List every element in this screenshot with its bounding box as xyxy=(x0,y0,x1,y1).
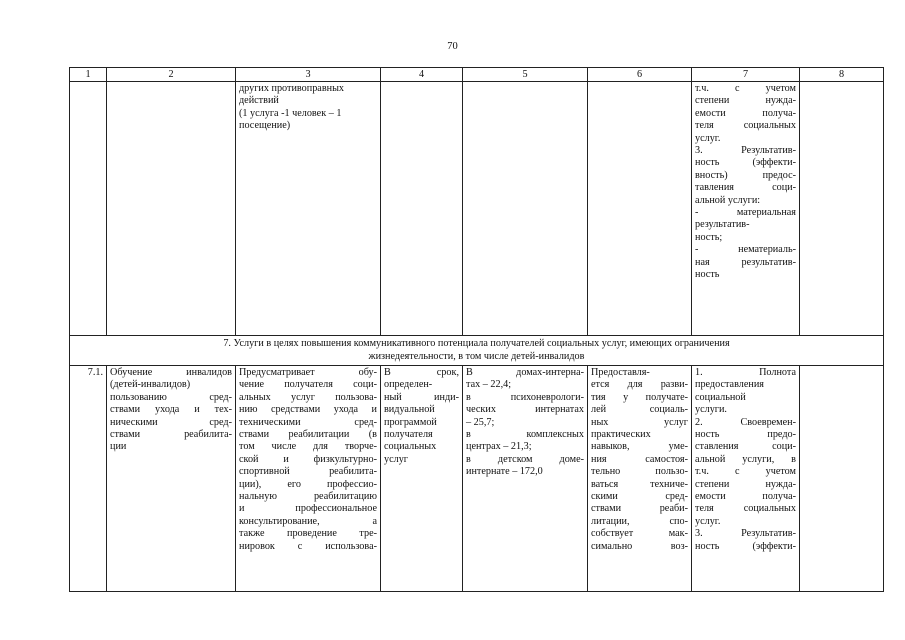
text-line: 1. Полнота xyxy=(695,367,796,378)
text-line: альных услуг пользова- xyxy=(239,391,377,403)
cont-cell-3-text: других противоправных действий (1 услуга -1 человек – 1 посещение) xyxy=(239,83,345,132)
text-line: консультирование, а xyxy=(239,515,377,527)
text-line: ническими сред- xyxy=(110,416,232,428)
text-line: 2. Своевремен- xyxy=(695,416,796,428)
text-line: альной услуги: xyxy=(695,194,761,206)
col-header-4: 4 xyxy=(381,68,463,82)
service-name-cell xyxy=(107,366,236,592)
text-line: ческих интернатах xyxy=(466,404,584,416)
text-line: ность (эффекти- xyxy=(695,157,796,169)
text-line: емости получа- xyxy=(695,107,796,119)
col-header-7: 7 xyxy=(692,68,800,82)
text-line: симально воз- xyxy=(591,540,688,552)
row-number: 7.1. xyxy=(70,366,107,592)
text-line: программой xyxy=(384,416,437,428)
text-line: услуги. xyxy=(695,404,727,416)
text-line: социальной xyxy=(695,391,746,403)
text-line: ность предо- xyxy=(695,429,796,441)
cont-cell-2 xyxy=(107,82,236,336)
text-line: тавления соци- xyxy=(695,182,796,194)
text-line: том числе для творче- xyxy=(239,441,377,453)
text-line: теля социальных xyxy=(695,120,796,132)
quality-indicators-cell xyxy=(692,366,800,592)
col-header-3: 3 xyxy=(236,68,381,82)
text-line: В домах-интерна- xyxy=(466,367,584,378)
column-number-row xyxy=(70,68,884,82)
text-line: ность xyxy=(695,269,720,281)
text-line: 3. Результатив- xyxy=(695,528,796,540)
text-line: ность; xyxy=(695,231,723,243)
continuation-row xyxy=(70,82,884,336)
text-line: нировок с использова- xyxy=(239,540,377,552)
text-line: ставления соци- xyxy=(695,441,796,453)
text-line: собствует мак- xyxy=(591,528,688,540)
cont-cell-8 xyxy=(800,82,884,336)
text-line: тах – 22,4; xyxy=(466,379,512,391)
section-heading-row xyxy=(70,336,884,366)
text-line: ется для разви- xyxy=(591,379,688,391)
text-line: вность) предос- xyxy=(695,169,796,181)
text-line: Предоставля- xyxy=(591,367,650,378)
cont-cell-1 xyxy=(70,82,107,336)
text-line: получателя xyxy=(384,429,433,441)
cont-cell-4 xyxy=(381,82,463,336)
col-header-1: 1 xyxy=(70,68,107,82)
text-line: ствами ухода и тех- xyxy=(110,404,232,416)
text-line: ная результатив- xyxy=(695,256,796,268)
text-line: Предусматривает обу- xyxy=(239,367,377,378)
services-table xyxy=(69,67,884,592)
text-line: ствами реабилитации (в xyxy=(239,429,377,441)
cont-cell-5 xyxy=(463,82,588,336)
text-line: техническими сред- xyxy=(239,416,377,428)
text-line: социальных xyxy=(384,441,437,453)
text-line: ния самостоя- xyxy=(591,453,688,465)
section-heading xyxy=(70,336,884,366)
text-line: ции xyxy=(110,441,127,453)
text-line: видуальной xyxy=(384,404,435,416)
text-line: Обучение инвалидов xyxy=(110,367,232,378)
col-header-8: 8 xyxy=(800,68,884,82)
text-line: результатив- xyxy=(695,219,750,231)
text-line: услуг. xyxy=(695,515,721,527)
text-line: услуг. xyxy=(695,132,721,144)
table-row xyxy=(70,366,884,592)
text-line: практических xyxy=(591,429,651,441)
text-line: пользованию сред- xyxy=(110,391,232,403)
text-line: - нематериаль- xyxy=(695,244,796,256)
text-line: ции), его профессио- xyxy=(239,478,377,490)
col-header-5: 5 xyxy=(463,68,588,82)
text-line: ных услуг xyxy=(591,416,688,428)
text-line: нальную реабилитацию xyxy=(239,491,377,503)
cont-cell-6 xyxy=(588,82,692,336)
text-line: в детском доме- xyxy=(466,453,584,465)
text-line: альной услуги, в xyxy=(695,453,796,465)
notes-cell xyxy=(800,366,884,592)
text-line: ваться техниче- xyxy=(591,478,688,490)
page-number: 70 xyxy=(447,41,458,52)
col-header-2: 2 xyxy=(107,68,236,82)
text-line: центрах – 21,3; xyxy=(466,441,532,453)
text-line: - материальная xyxy=(695,207,796,219)
service-term-cell xyxy=(381,366,463,592)
text-line: навыков, уме- xyxy=(591,441,688,453)
text-line: ность (эффекти- xyxy=(695,540,796,552)
text-line: тия у получате- xyxy=(591,391,688,403)
text-line: и профессиональное xyxy=(239,503,377,515)
text-line: степени нужда- xyxy=(695,95,796,107)
text-line: лей социаль- xyxy=(591,404,688,416)
text-line: т.ч. с учетом xyxy=(695,83,796,94)
text-line: в психоневрологи- xyxy=(466,391,584,403)
section-heading-line-2: жизнедеятельности, в том числе детей-инвалидов xyxy=(368,351,585,362)
text-line: емости получа- xyxy=(695,491,796,503)
text-line: ской и физкультурно- xyxy=(239,453,377,465)
text-line: т.ч. с учетом xyxy=(695,466,796,478)
text-line: ствами реабилита- xyxy=(110,429,232,441)
text-line: услуг xyxy=(384,453,408,465)
cont-cell-7 xyxy=(692,82,800,336)
col-header-6: 6 xyxy=(588,68,692,82)
text-line: определен- xyxy=(384,379,433,391)
text-line: – 25,7; xyxy=(466,416,495,428)
text-line: В срок, xyxy=(384,367,459,378)
text-line: предоставления xyxy=(695,379,764,391)
text-line: ный инди- xyxy=(384,391,459,403)
text-line: 3. Результатив- xyxy=(695,145,796,157)
text-line: ствами реаби- xyxy=(591,503,688,515)
service-description-cell xyxy=(236,366,381,592)
section-heading-line-1: 7. Услуги в целях повышения коммуникативного потенциала получателей социальных услуг, имеющих ограничения xyxy=(223,338,730,349)
text-line: (детей-инвалидов) xyxy=(110,379,191,391)
text-line: теля социальных xyxy=(695,503,796,515)
cont-cell-3 xyxy=(236,82,381,336)
text-line: спортивной реабилита- xyxy=(239,466,377,478)
text-line: в комплексных xyxy=(466,429,584,441)
text-line: тельно пользо- xyxy=(591,466,688,478)
text-line: нию средствами ухода и xyxy=(239,404,377,416)
text-line: также проведение тре- xyxy=(239,528,377,540)
text-line: литации, спо- xyxy=(591,515,688,527)
tariff-cell xyxy=(463,366,588,592)
text-line: степени нужда- xyxy=(695,478,796,490)
text-line: скими сред- xyxy=(591,491,688,503)
text-line: интернате – 172,0 xyxy=(466,466,543,478)
text-line: чение получателя соци- xyxy=(239,379,377,391)
conditions-cell xyxy=(588,366,692,592)
